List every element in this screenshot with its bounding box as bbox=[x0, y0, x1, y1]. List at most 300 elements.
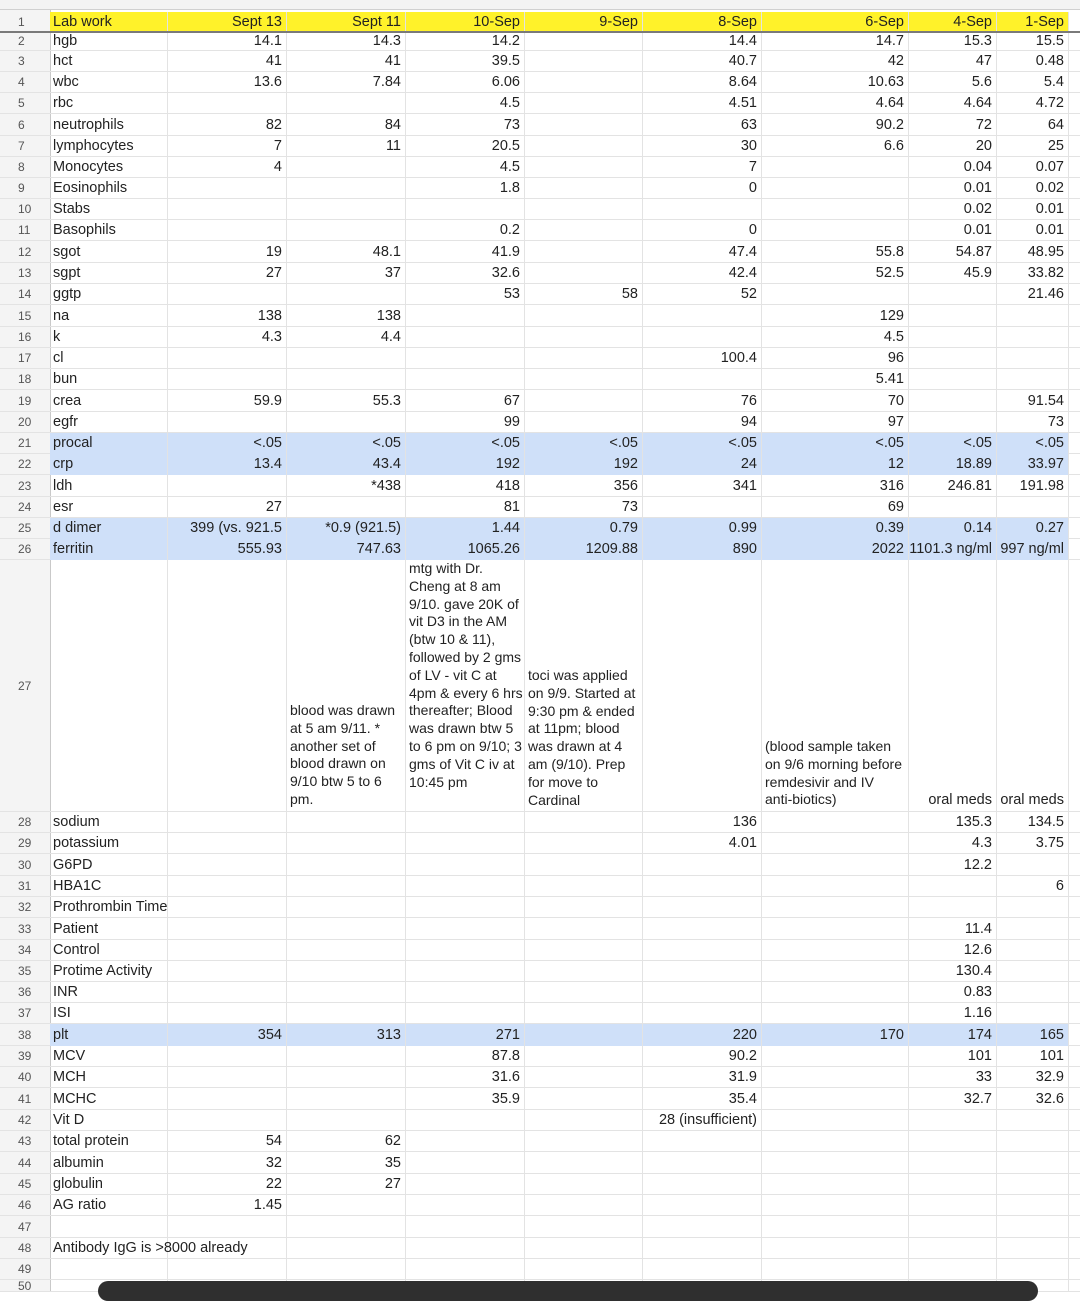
value-cell[interactable] bbox=[287, 961, 406, 982]
value-cell[interactable] bbox=[406, 1174, 525, 1195]
value-cell[interactable] bbox=[909, 497, 997, 518]
value-cell[interactable] bbox=[168, 1067, 287, 1088]
value-cell[interactable]: <.05 bbox=[168, 433, 287, 454]
value-cell[interactable]: 13.4 bbox=[168, 454, 287, 475]
value-cell[interactable]: 45.9 bbox=[909, 263, 997, 284]
value-cell[interactable] bbox=[643, 1152, 762, 1174]
value-cell[interactable] bbox=[168, 876, 287, 897]
value-cell[interactable] bbox=[406, 918, 525, 940]
value-cell[interactable] bbox=[997, 897, 1069, 918]
value-cell[interactable]: 54 bbox=[168, 1131, 287, 1152]
value-cell[interactable] bbox=[643, 199, 762, 220]
value-cell[interactable]: 33.82 bbox=[997, 263, 1069, 284]
value-cell[interactable] bbox=[168, 918, 287, 940]
value-cell[interactable] bbox=[287, 220, 406, 241]
value-cell[interactable]: 72 bbox=[909, 114, 997, 136]
value-cell[interactable] bbox=[762, 812, 909, 833]
label-cell[interactable]: AG ratio bbox=[50, 1195, 168, 1216]
value-cell[interactable] bbox=[909, 1259, 997, 1280]
value-cell[interactable] bbox=[287, 1088, 406, 1110]
value-cell[interactable] bbox=[406, 1216, 525, 1238]
value-cell[interactable] bbox=[287, 93, 406, 114]
value-cell[interactable]: 99 bbox=[406, 412, 525, 433]
value-cell[interactable] bbox=[287, 1110, 406, 1131]
value-cell[interactable] bbox=[525, 1024, 643, 1046]
value-cell[interactable]: 6.6 bbox=[762, 136, 909, 157]
value-cell[interactable] bbox=[909, 327, 997, 348]
value-cell[interactable] bbox=[525, 305, 643, 327]
value-cell[interactable] bbox=[525, 982, 643, 1003]
value-cell[interactable] bbox=[762, 157, 909, 178]
value-cell[interactable] bbox=[762, 854, 909, 876]
row-number[interactable]: 29 bbox=[18, 836, 32, 850]
label-cell[interactable]: Protime Activity bbox=[50, 961, 168, 982]
value-cell[interactable]: 0.01 bbox=[997, 199, 1069, 220]
value-cell[interactable]: 246.81 bbox=[909, 475, 997, 497]
row-number[interactable]: 10 bbox=[18, 202, 32, 216]
value-cell[interactable] bbox=[168, 220, 287, 241]
value-cell[interactable] bbox=[762, 1046, 909, 1067]
value-cell[interactable] bbox=[997, 1195, 1069, 1216]
value-cell[interactable] bbox=[997, 1110, 1069, 1131]
value-cell[interactable] bbox=[525, 348, 643, 369]
value-cell[interactable]: 4.5 bbox=[406, 157, 525, 178]
row-number[interactable]: 49 bbox=[18, 1262, 32, 1276]
label-cell[interactable]: Antibody IgG is >8000 already bbox=[50, 1238, 168, 1259]
value-cell[interactable] bbox=[168, 940, 287, 961]
value-cell[interactable]: 12.2 bbox=[909, 854, 997, 876]
value-cell[interactable]: 14.3 bbox=[287, 32, 406, 51]
row-number[interactable]: 38 bbox=[18, 1028, 32, 1042]
label-cell[interactable]: bun bbox=[50, 369, 168, 390]
value-cell[interactable] bbox=[287, 918, 406, 940]
value-cell[interactable] bbox=[287, 1216, 406, 1238]
label-cell[interactable]: MCH bbox=[50, 1067, 168, 1088]
value-cell[interactable] bbox=[909, 1110, 997, 1131]
value-cell[interactable]: 22 bbox=[168, 1174, 287, 1195]
value-cell[interactable] bbox=[287, 833, 406, 854]
value-cell[interactable] bbox=[525, 220, 643, 241]
value-cell[interactable]: 32.6 bbox=[406, 263, 525, 284]
value-cell[interactable]: 15.3 bbox=[909, 32, 997, 51]
row-number[interactable]: 47 bbox=[18, 1220, 32, 1234]
label-cell[interactable]: MCV bbox=[50, 1046, 168, 1067]
value-cell[interactable]: 43.4 bbox=[287, 454, 406, 475]
value-cell[interactable]: 1.16 bbox=[909, 1003, 997, 1024]
value-cell[interactable]: <.05 bbox=[762, 433, 909, 454]
value-cell[interactable]: 14.7 bbox=[762, 32, 909, 51]
value-cell[interactable] bbox=[406, 1152, 525, 1174]
value-cell[interactable]: 76 bbox=[643, 390, 762, 412]
value-cell[interactable]: 47 bbox=[909, 51, 997, 72]
value-cell[interactable] bbox=[168, 93, 287, 114]
value-cell[interactable] bbox=[406, 1259, 525, 1280]
row-number[interactable]: 13 bbox=[18, 266, 32, 280]
value-cell[interactable]: 6-Sep bbox=[762, 12, 909, 32]
value-cell[interactable] bbox=[406, 369, 525, 390]
row-number[interactable]: 9 bbox=[18, 181, 25, 195]
row-number[interactable]: 33 bbox=[18, 922, 32, 936]
row-number[interactable]: 40 bbox=[18, 1070, 32, 1084]
label-cell[interactable]: Monocytes bbox=[50, 157, 168, 178]
value-cell[interactable] bbox=[287, 812, 406, 833]
value-cell[interactable]: 2022 bbox=[762, 539, 909, 560]
label-cell[interactable]: sodium bbox=[50, 812, 168, 833]
value-cell[interactable]: 0.39 bbox=[762, 518, 909, 539]
value-cell[interactable]: 42.4 bbox=[643, 263, 762, 284]
value-cell[interactable] bbox=[762, 1067, 909, 1088]
label-cell[interactable]: Stabs bbox=[50, 199, 168, 220]
value-cell[interactable] bbox=[168, 560, 287, 812]
value-cell[interactable]: 59.9 bbox=[168, 390, 287, 412]
value-cell[interactable] bbox=[525, 93, 643, 114]
row-number[interactable]: 25 bbox=[18, 521, 32, 535]
value-cell[interactable]: 100.4 bbox=[643, 348, 762, 369]
value-cell[interactable] bbox=[762, 1216, 909, 1238]
row-number[interactable]: 39 bbox=[18, 1049, 32, 1063]
value-cell[interactable] bbox=[525, 961, 643, 982]
horizontal-scrollbar[interactable] bbox=[98, 1281, 1038, 1301]
row-number[interactable]: 1 bbox=[18, 15, 25, 29]
value-cell[interactable] bbox=[287, 199, 406, 220]
value-cell[interactable] bbox=[762, 1238, 909, 1259]
value-cell[interactable] bbox=[997, 1238, 1069, 1259]
value-cell[interactable] bbox=[406, 897, 525, 918]
value-cell[interactable]: 191.98 bbox=[997, 475, 1069, 497]
label-cell[interactable]: hct bbox=[50, 51, 168, 72]
row-number[interactable]: 37 bbox=[18, 1006, 32, 1020]
row-number[interactable]: 30 bbox=[18, 858, 32, 872]
value-cell[interactable]: 138 bbox=[168, 305, 287, 327]
value-cell[interactable]: 39.5 bbox=[406, 51, 525, 72]
value-cell[interactable]: 8-Sep bbox=[643, 12, 762, 32]
cell-note[interactable]: mtg with Dr. Cheng at 8 am 9/10. gave 20K of vit D3 in the AM (btw 10 & 11), followed by 2 gms of LV - vit C at 4pm & every 6 hrs thereafter; Blood was drawn btw 5 to 6 pm on 9/10; 3 gms of Vit C iv at 10:45 pm bbox=[409, 560, 523, 790]
value-cell[interactable] bbox=[997, 1259, 1069, 1280]
value-cell[interactable]: 55.3 bbox=[287, 390, 406, 412]
label-cell[interactable]: total protein bbox=[50, 1131, 168, 1152]
value-cell[interactable]: 70 bbox=[762, 390, 909, 412]
value-cell[interactable] bbox=[643, 1216, 762, 1238]
row-number[interactable]: 32 bbox=[18, 900, 32, 914]
value-cell[interactable]: <.05 bbox=[997, 433, 1069, 454]
label-cell[interactable]: cl bbox=[50, 348, 168, 369]
value-cell[interactable]: 47.4 bbox=[643, 241, 762, 263]
label-cell[interactable]: sgpt bbox=[50, 263, 168, 284]
value-cell[interactable] bbox=[762, 178, 909, 199]
value-cell[interactable] bbox=[909, 284, 997, 305]
value-cell[interactable]: 32 bbox=[168, 1152, 287, 1174]
value-cell[interactable]: 165 bbox=[997, 1024, 1069, 1046]
value-cell[interactable] bbox=[909, 369, 997, 390]
value-cell[interactable]: 4.64 bbox=[909, 93, 997, 114]
cell-note[interactable]: (blood sample taken on 9/6 morning before remdesivir and IV anti-biotics) bbox=[765, 738, 902, 808]
value-cell[interactable] bbox=[287, 1046, 406, 1067]
value-cell[interactable] bbox=[643, 1238, 762, 1259]
value-cell[interactable]: 354 bbox=[168, 1024, 287, 1046]
value-cell[interactable] bbox=[643, 897, 762, 918]
value-cell[interactable] bbox=[909, 348, 997, 369]
value-cell[interactable]: 54.87 bbox=[909, 241, 997, 263]
value-cell[interactable]: 747.63 bbox=[287, 539, 406, 560]
value-cell[interactable]: 101 bbox=[997, 1046, 1069, 1067]
label-cell[interactable]: albumin bbox=[50, 1152, 168, 1174]
label-cell[interactable]: crea bbox=[50, 390, 168, 412]
value-cell[interactable] bbox=[762, 1259, 909, 1280]
value-cell[interactable]: 69 bbox=[762, 497, 909, 518]
label-cell[interactable]: potassium bbox=[50, 833, 168, 854]
value-cell[interactable] bbox=[168, 178, 287, 199]
cell-note[interactable]: blood was drawn at 5 am 9/11. * another set of blood drawn on 9/10 btw 5 to 6 pm. bbox=[290, 702, 396, 807]
row-number[interactable]: 3 bbox=[18, 54, 25, 68]
label-cell[interactable]: k bbox=[50, 327, 168, 348]
value-cell[interactable]: 0.01 bbox=[997, 220, 1069, 241]
value-cell[interactable] bbox=[287, 157, 406, 178]
value-cell[interactable] bbox=[997, 305, 1069, 327]
value-cell[interactable]: 10-Sep bbox=[406, 12, 525, 32]
value-cell[interactable] bbox=[168, 812, 287, 833]
value-cell[interactable] bbox=[525, 1152, 643, 1174]
value-cell[interactable] bbox=[406, 199, 525, 220]
value-cell[interactable]: 5.4 bbox=[997, 72, 1069, 93]
value-cell[interactable] bbox=[525, 1046, 643, 1067]
value-cell[interactable] bbox=[525, 940, 643, 961]
value-cell[interactable]: 0.79 bbox=[525, 518, 643, 539]
value-cell[interactable]: 4.3 bbox=[909, 833, 997, 854]
row-number[interactable]: 19 bbox=[18, 394, 32, 408]
value-cell[interactable]: 7 bbox=[643, 157, 762, 178]
value-cell[interactable] bbox=[909, 390, 997, 412]
value-cell[interactable]: 27 bbox=[168, 263, 287, 284]
value-cell[interactable]: 91.54 bbox=[997, 390, 1069, 412]
row-number[interactable]: 12 bbox=[18, 245, 32, 259]
value-cell[interactable]: 90.2 bbox=[643, 1046, 762, 1067]
value-cell[interactable]: 13.6 bbox=[168, 72, 287, 93]
row-number[interactable]: 28 bbox=[18, 815, 32, 829]
value-cell[interactable]: 97 bbox=[762, 412, 909, 433]
value-cell[interactable]: 96 bbox=[762, 348, 909, 369]
value-cell[interactable]: 1101.3 ng/ml bbox=[909, 539, 997, 560]
value-cell[interactable] bbox=[525, 327, 643, 348]
value-cell[interactable]: 20.5 bbox=[406, 136, 525, 157]
value-cell[interactable]: 73 bbox=[997, 412, 1069, 433]
row-number[interactable]: 16 bbox=[18, 330, 32, 344]
row-number[interactable]: 34 bbox=[18, 943, 32, 957]
value-cell[interactable] bbox=[168, 961, 287, 982]
label-cell[interactable]: ldh bbox=[50, 475, 168, 497]
value-cell[interactable]: 997 ng/ml bbox=[997, 539, 1069, 560]
value-cell[interactable]: 4.5 bbox=[406, 93, 525, 114]
value-cell[interactable] bbox=[168, 1046, 287, 1067]
label-cell[interactable]: Control bbox=[50, 940, 168, 961]
value-cell[interactable]: 58 bbox=[525, 284, 643, 305]
value-cell[interactable]: 1209.88 bbox=[525, 539, 643, 560]
row-number[interactable]: 41 bbox=[18, 1092, 32, 1106]
label-cell[interactable]: ggtp bbox=[50, 284, 168, 305]
value-cell[interactable]: 73 bbox=[406, 114, 525, 136]
value-cell[interactable]: 138 bbox=[287, 305, 406, 327]
value-cell[interactable] bbox=[525, 32, 643, 51]
value-cell[interactable]: 135.3 bbox=[909, 812, 997, 833]
row-number[interactable]: 22 bbox=[18, 457, 32, 471]
value-cell[interactable] bbox=[287, 876, 406, 897]
value-cell[interactable] bbox=[997, 348, 1069, 369]
value-cell[interactable] bbox=[287, 348, 406, 369]
label-cell[interactable]: Vit D bbox=[50, 1110, 168, 1131]
value-cell[interactable]: 67 bbox=[406, 390, 525, 412]
value-cell[interactable] bbox=[525, 157, 643, 178]
value-cell[interactable]: 1.44 bbox=[406, 518, 525, 539]
value-cell[interactable] bbox=[997, 961, 1069, 982]
value-cell[interactable] bbox=[525, 114, 643, 136]
value-cell[interactable]: 1065.26 bbox=[406, 539, 525, 560]
value-cell[interactable]: 12.6 bbox=[909, 940, 997, 961]
value-cell[interactable] bbox=[525, 1216, 643, 1238]
value-cell[interactable] bbox=[762, 876, 909, 897]
value-cell[interactable] bbox=[643, 961, 762, 982]
value-cell[interactable]: 0.99 bbox=[643, 518, 762, 539]
value-cell[interactable] bbox=[643, 1174, 762, 1195]
value-cell[interactable] bbox=[762, 940, 909, 961]
label-cell[interactable]: ferritin bbox=[50, 539, 168, 560]
value-cell[interactable] bbox=[406, 833, 525, 854]
value-cell[interactable] bbox=[525, 1174, 643, 1195]
value-cell[interactable]: 27 bbox=[287, 1174, 406, 1195]
value-cell[interactable]: 7.84 bbox=[287, 72, 406, 93]
value-cell[interactable]: 130.4 bbox=[909, 961, 997, 982]
value-cell[interactable] bbox=[762, 1195, 909, 1216]
label-cell[interactable] bbox=[50, 1259, 168, 1280]
value-cell[interactable] bbox=[287, 982, 406, 1003]
value-cell[interactable]: 890 bbox=[643, 539, 762, 560]
value-cell[interactable]: 14.2 bbox=[406, 32, 525, 51]
value-cell[interactable]: 21.46 bbox=[997, 284, 1069, 305]
row-number[interactable]: 7 bbox=[18, 139, 25, 153]
value-cell[interactable]: 90.2 bbox=[762, 114, 909, 136]
value-cell[interactable] bbox=[406, 1003, 525, 1024]
value-cell[interactable]: 28 (insufficient) bbox=[643, 1110, 762, 1131]
value-cell[interactable]: <.05 bbox=[287, 433, 406, 454]
row-number[interactable]: 31 bbox=[18, 879, 32, 893]
label-cell[interactable]: Prothrombin Time bbox=[50, 897, 168, 918]
value-cell[interactable]: 356 bbox=[525, 475, 643, 497]
value-cell[interactable] bbox=[997, 327, 1069, 348]
value-cell[interactable]: 27 bbox=[168, 497, 287, 518]
value-cell[interactable] bbox=[762, 897, 909, 918]
value-cell[interactable] bbox=[406, 1195, 525, 1216]
value-cell[interactable]: <.05 bbox=[909, 433, 997, 454]
value-cell[interactable] bbox=[287, 1238, 406, 1259]
value-cell[interactable]: 134.5 bbox=[997, 812, 1069, 833]
value-cell[interactable]: 4-Sep bbox=[909, 12, 997, 32]
label-cell[interactable]: neutrophils bbox=[50, 114, 168, 136]
row-number[interactable]: 5 bbox=[18, 96, 25, 110]
value-cell[interactable]: 37 bbox=[287, 263, 406, 284]
label-cell[interactable]: MCHC bbox=[50, 1088, 168, 1110]
value-cell[interactable]: 174 bbox=[909, 1024, 997, 1046]
row-number[interactable]: 17 bbox=[18, 351, 32, 365]
value-cell[interactable] bbox=[168, 348, 287, 369]
value-cell[interactable]: 0.02 bbox=[909, 199, 997, 220]
row-number[interactable]: 14 bbox=[18, 287, 32, 301]
value-cell[interactable]: 0.27 bbox=[997, 518, 1069, 539]
value-cell[interactable] bbox=[168, 412, 287, 433]
value-cell[interactable]: 0.14 bbox=[909, 518, 997, 539]
value-cell[interactable] bbox=[525, 1088, 643, 1110]
value-cell[interactable]: oral meds bbox=[909, 560, 997, 812]
value-cell[interactable] bbox=[643, 1195, 762, 1216]
value-cell[interactable] bbox=[643, 560, 762, 812]
value-cell[interactable]: 399 (vs. 921.5 bbox=[168, 518, 287, 539]
row-number[interactable]: 26 bbox=[18, 542, 32, 556]
value-cell[interactable] bbox=[287, 178, 406, 199]
value-cell[interactable] bbox=[762, 918, 909, 940]
value-cell[interactable] bbox=[168, 854, 287, 876]
value-cell[interactable] bbox=[525, 136, 643, 157]
value-cell[interactable] bbox=[909, 1152, 997, 1174]
value-cell[interactable] bbox=[997, 918, 1069, 940]
value-cell[interactable] bbox=[406, 940, 525, 961]
frozen-row-divider[interactable] bbox=[0, 31, 1080, 33]
row-number[interactable]: 43 bbox=[18, 1134, 32, 1148]
value-cell[interactable] bbox=[643, 982, 762, 1003]
value-cell[interactable]: 4.51 bbox=[643, 93, 762, 114]
value-cell[interactable] bbox=[168, 1003, 287, 1024]
label-cell[interactable]: wbc bbox=[50, 72, 168, 93]
value-cell[interactable] bbox=[287, 897, 406, 918]
value-cell[interactable] bbox=[406, 961, 525, 982]
value-cell[interactable]: 32.6 bbox=[997, 1088, 1069, 1110]
value-cell[interactable]: 41.9 bbox=[406, 241, 525, 263]
value-cell[interactable]: 87.8 bbox=[406, 1046, 525, 1067]
value-cell[interactable]: 220 bbox=[643, 1024, 762, 1046]
value-cell[interactable] bbox=[406, 982, 525, 1003]
label-cell[interactable]: Eosinophils bbox=[50, 178, 168, 199]
value-cell[interactable]: *0.9 (921.5) bbox=[287, 518, 406, 539]
value-cell[interactable] bbox=[525, 369, 643, 390]
value-cell[interactable] bbox=[525, 1238, 643, 1259]
value-cell[interactable]: 33.97 bbox=[997, 454, 1069, 475]
value-cell[interactable] bbox=[168, 897, 287, 918]
row-number[interactable]: 4 bbox=[18, 75, 25, 89]
label-cell[interactable]: esr bbox=[50, 497, 168, 518]
value-cell[interactable] bbox=[997, 1152, 1069, 1174]
value-cell[interactable]: 4.64 bbox=[762, 93, 909, 114]
label-cell[interactable]: ISI bbox=[50, 1003, 168, 1024]
value-cell[interactable] bbox=[525, 833, 643, 854]
label-cell[interactable]: INR bbox=[50, 982, 168, 1003]
row-number[interactable]: 23 bbox=[18, 479, 32, 493]
row-number[interactable]: 36 bbox=[18, 985, 32, 999]
value-cell[interactable] bbox=[909, 897, 997, 918]
value-cell[interactable]: 170 bbox=[762, 1024, 909, 1046]
label-cell[interactable]: rbc bbox=[50, 93, 168, 114]
value-cell[interactable]: 271 bbox=[406, 1024, 525, 1046]
value-cell[interactable]: 64 bbox=[997, 114, 1069, 136]
value-cell[interactable]: *438 bbox=[287, 475, 406, 497]
value-cell[interactable] bbox=[997, 1003, 1069, 1024]
row-number[interactable]: 6 bbox=[18, 118, 25, 132]
value-cell[interactable]: 32.9 bbox=[997, 1067, 1069, 1088]
value-cell[interactable] bbox=[762, 1152, 909, 1174]
value-cell[interactable] bbox=[762, 199, 909, 220]
value-cell[interactable] bbox=[287, 369, 406, 390]
value-cell[interactable]: 4.4 bbox=[287, 327, 406, 348]
value-cell[interactable] bbox=[643, 918, 762, 940]
value-cell[interactable] bbox=[997, 1131, 1069, 1152]
value-cell[interactable]: 14.1 bbox=[168, 32, 287, 51]
row-number[interactable]: 46 bbox=[18, 1198, 32, 1212]
value-cell[interactable] bbox=[762, 1174, 909, 1195]
